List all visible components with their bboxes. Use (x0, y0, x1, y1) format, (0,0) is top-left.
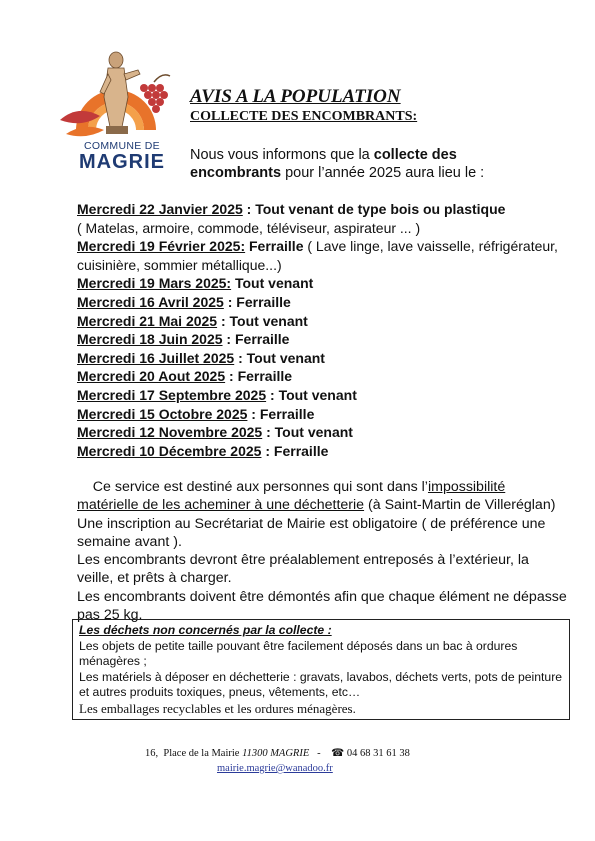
collection-type: Ferraille (234, 331, 290, 348)
collection-date: Mercredi 16 Avril 2025 (77, 293, 224, 310)
service-paragraph-1 (77, 478, 567, 551)
collection-type: Ferraille (236, 293, 291, 310)
collection-type: Tout venant (278, 386, 357, 403)
footer-phone: 04 68 31 61 38 (346, 748, 410, 759)
service-text: Ce service est destiné aux personnes qui sont dans l’ (77, 479, 428, 495)
collection-separator: : (266, 386, 279, 403)
collection-item (77, 274, 577, 293)
collection-type: Tout venant (274, 424, 353, 441)
collection-item (77, 442, 577, 461)
footer-separator: - (309, 748, 332, 759)
footer-street: 16, Place de la Mairie (145, 748, 243, 759)
excluded-waste-box (72, 619, 570, 720)
service-text-underlined: impossibilité matérielle de les acheminer à une déchetterie (77, 479, 506, 514)
collection-date: Mercredi 16 Juillet 2025 (77, 349, 235, 366)
collection-separator: : (261, 442, 274, 459)
footer-city: 11300 MAGRIE (242, 748, 310, 759)
collection-type: Tout venant (229, 312, 308, 329)
collection-separator: : (222, 331, 235, 348)
collection-type: Tout venant (234, 275, 314, 292)
excluded-heading: Les déchets non concernés par la collecte : (79, 623, 332, 637)
service-paragraph-2: Les encombrants devront être préalablement entreposés à l’extérieur, la veille, et prêts à charger. (77, 552, 529, 587)
footer-email-link[interactable]: mairie.magrie@wanadoo.fr (217, 763, 333, 774)
excluded-item: Les matériels à déposer en déchetterie : gravats, lavabos, déchets verts, pots de peinture et autres produits toxiques, pneus, vêtements, etc… (79, 669, 563, 700)
collection-item (77, 237, 577, 274)
collection-type: Tout venant de type bois ou plastique (255, 201, 506, 217)
collection-type: Ferraille (249, 238, 304, 255)
collection-date: Mercredi 12 Novembre 2025 (77, 424, 263, 441)
collection-type: Tout venant (246, 349, 325, 366)
collection-item (77, 367, 577, 386)
collection-type: Ferraille (237, 368, 293, 385)
footer (145, 747, 475, 774)
collection-separator: : (223, 293, 237, 310)
collection-separator: : (262, 424, 275, 441)
intro-paragraph (190, 146, 550, 182)
intro-text-bold: collecte des encombrants (190, 147, 457, 181)
excluded-item: Les emballages recyclables et les ordures ménagères. (79, 700, 356, 716)
service-paragraph-3: Les encombrants doivent être démontés afin que chaque élément ne dépasse pas 25 kg. (77, 588, 567, 624)
page-title: AVIS A LA POPULATION (190, 86, 401, 107)
collection-date: Mercredi 22 Janvier 2025 (77, 201, 243, 217)
intro-text-1: Nous vous informons que la (190, 147, 374, 163)
collection-type: Ferraille (273, 442, 329, 459)
collection-item (77, 349, 577, 368)
collection-item (77, 312, 577, 331)
collection-date: Mercredi 18 Juin 2025 (77, 331, 223, 348)
collection-item (77, 330, 577, 349)
collection-item (77, 386, 577, 405)
logo-label-line1: COMMUNE DE (84, 140, 160, 152)
collection-type: Ferraille (259, 405, 315, 422)
page-subtitle: COLLECTE DES ENCOMBRANTS: (190, 109, 418, 124)
collection-date: Mercredi 10 Décembre 2025 (77, 442, 262, 459)
footer-address-line (145, 747, 475, 759)
service-description (77, 478, 567, 624)
intro-text-2: pour l’année 2025 aura lieu le : (281, 165, 485, 181)
collection-item (77, 293, 577, 312)
collection-detail: ( Matelas, armoire, commode, téléviseur, aspirateur ... ) (77, 219, 421, 236)
commune-logo (58, 42, 183, 174)
collection-detail: ( Lave linge, lave vaisselle, réfrigérateur, cuisinière, sommier métallique...) (77, 238, 558, 273)
collection-date: Mercredi 20 Aout 2025 (77, 368, 226, 385)
collection-item (77, 405, 577, 424)
collection-separator: : (242, 201, 256, 217)
phone-icon: ☎ (331, 748, 345, 759)
logo-emblem (58, 42, 183, 142)
collection-item (77, 200, 577, 237)
collection-separator: : (234, 349, 247, 366)
collection-separator: : (217, 312, 230, 329)
collection-item (77, 423, 577, 442)
excluded-item: Les objets de petite taille pouvant être facilement déposés dans un bac à ordures ménagères ; (79, 638, 518, 669)
collection-date: Mercredi 21 Mai 2025 (77, 312, 218, 329)
collection-date: Mercredi 15 Octobre 2025 (77, 405, 248, 422)
collection-separator: : (247, 405, 260, 422)
service-text: (à Saint-Martin de Villeréglan) Une inscription au Secrétariat de Mairie est obligatoire ( de préférence une semaine avant ). (77, 497, 556, 550)
collection-date: Mercredi 19 Février 2025: (77, 238, 246, 255)
collection-date: Mercredi 17 Septembre 2025 (77, 386, 267, 403)
collection-separator: : (225, 368, 238, 385)
collection-schedule (77, 200, 577, 460)
collection-date: Mercredi 19 Mars 2025: (77, 275, 232, 292)
logo-label-line2: MAGRIE (79, 151, 165, 173)
